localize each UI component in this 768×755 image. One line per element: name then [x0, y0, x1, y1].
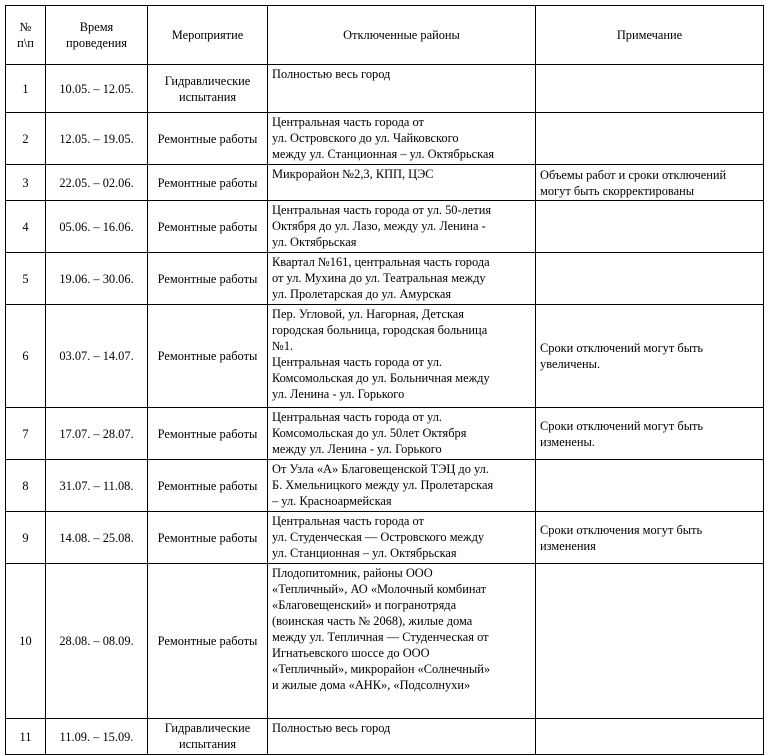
header-num: № п\п — [6, 6, 46, 65]
row-note-cell — [536, 253, 764, 305]
district-line: Б. Хмельницкого между ул. Пролетарская — [272, 478, 494, 492]
row-time-cell: 28.08. – 08.09. — [46, 564, 148, 719]
district-line: Комсомольская до ул. 50лет Октября — [272, 426, 467, 440]
row-districts-cell — [268, 408, 536, 460]
row-event-cell: Ремонтные работы — [148, 113, 268, 165]
row-districts-cell — [268, 512, 536, 564]
table-row — [6, 460, 764, 512]
row-time-cell: 19.06. – 30.06. — [46, 253, 148, 305]
table-body — [6, 65, 764, 755]
district-line: ул. Станционная – ул. Октябрьская — [272, 546, 457, 560]
row-number-cell: 3 — [6, 165, 46, 201]
row-event-cell: Ремонтные работы — [148, 201, 268, 253]
table-row — [6, 253, 764, 305]
header-row — [6, 6, 764, 65]
table-row — [6, 113, 764, 165]
district-line: между ул. Тепличная — Студенческая от — [272, 630, 489, 644]
row-event-cell: Гидравлические испытания — [148, 65, 268, 113]
row-districts-cell — [268, 305, 536, 408]
district-line: Игнатьевского шоссе до ООО — [272, 646, 430, 660]
district-line: и жилые дома «АНК», «Подсолнухи» — [272, 678, 471, 692]
district-line: №1. — [272, 339, 294, 353]
table-row — [6, 165, 764, 201]
district-line: ул. Октябрьская — [272, 235, 357, 249]
row-number-cell: 8 — [6, 460, 46, 512]
header-time: Время проведения — [46, 6, 148, 65]
district-line: Центральная часть города от ул. — [272, 355, 442, 369]
district-line: Октября до ул. Лазо, между ул. Ленина - — [272, 219, 486, 233]
row-number-cell: 5 — [6, 253, 46, 305]
district-line: Комсомольская до ул. Больничная между — [272, 371, 490, 385]
district-line: Центральная часть города от — [272, 514, 424, 528]
row-time-cell: 17.07. – 28.07. — [46, 408, 148, 460]
row-districts-cell — [268, 65, 536, 113]
row-note-cell — [536, 719, 764, 755]
row-number-cell: 6 — [6, 305, 46, 408]
row-note-cell: Объемы работ и сроки отключений могут быть скорректированы — [536, 165, 764, 201]
table-row — [6, 564, 764, 719]
table-row — [6, 65, 764, 113]
district-line: от ул. Мухина до ул. Театральная между — [272, 271, 486, 285]
table-row — [6, 201, 764, 253]
table-header — [6, 6, 764, 65]
district-line: – ул. Красноармейская — [272, 494, 392, 508]
row-districts-cell — [268, 564, 536, 719]
header-event: Мероприятие — [148, 6, 268, 65]
district-line: Пер. Угловой, ул. Нагорная, Детская — [272, 307, 465, 321]
district-line: От Узла «А» Благовещенской ТЭЦ до ул. — [272, 462, 489, 476]
row-event-cell: Ремонтные работы — [148, 460, 268, 512]
row-event-cell: Ремонтные работы — [148, 253, 268, 305]
row-event-cell: Ремонтные работы — [148, 564, 268, 719]
district-line: «Благовещенский» и погранотряда — [272, 598, 457, 612]
row-number-cell: 2 — [6, 113, 46, 165]
row-note-cell — [536, 113, 764, 165]
district-line: «Тепличный», АО «Молочный комбинат — [272, 582, 487, 596]
row-time-cell: 14.08. – 25.08. — [46, 512, 148, 564]
row-time-cell: 31.07. – 11.08. — [46, 460, 148, 512]
shutdown-schedule-table — [5, 5, 764, 755]
district-line: ул. Пролетарская до ул. Амурская — [272, 287, 452, 301]
row-number-cell: 11 — [6, 719, 46, 755]
district-line: Центральная часть города от — [272, 115, 424, 129]
row-districts-cell — [268, 165, 536, 201]
row-event-cell: Гидравлические испытания — [148, 719, 268, 755]
row-note-cell: Сроки отключений могут быть увеличены. — [536, 305, 764, 408]
row-number-cell: 4 — [6, 201, 46, 253]
district-line: Полностью весь город — [272, 721, 391, 735]
row-event-cell: Ремонтные работы — [148, 512, 268, 564]
district-line: Микрорайон №2,3, КПП, ЦЭС — [272, 167, 434, 181]
row-time-cell: 10.05. – 12.05. — [46, 65, 148, 113]
row-note-cell — [536, 65, 764, 113]
row-time-cell: 11.09. – 15.09. — [46, 719, 148, 755]
district-line: ул. Ленина - ул. Горького — [272, 387, 405, 401]
table-row — [6, 512, 764, 564]
table-row — [6, 719, 764, 755]
district-line: Полностью весь город — [272, 67, 391, 81]
header-note: Примечание — [536, 6, 764, 65]
row-event-cell: Ремонтные работы — [148, 165, 268, 201]
row-number-cell: 7 — [6, 408, 46, 460]
district-line: Центральная часть города от ул. 50-летия — [272, 203, 492, 217]
district-line: Квартал №161, центральная часть города — [272, 255, 490, 269]
row-time-cell: 05.06. – 16.06. — [46, 201, 148, 253]
row-note-cell: Сроки отключения могут быть изменения — [536, 512, 764, 564]
table-row — [6, 305, 764, 408]
row-event-cell: Ремонтные работы — [148, 305, 268, 408]
district-line: городская больница, городская больница — [272, 323, 488, 337]
table-row — [6, 408, 764, 460]
row-time-cell: 03.07. – 14.07. — [46, 305, 148, 408]
district-line: между ул. Станционная – ул. Октябрьская — [272, 147, 495, 161]
row-note-cell — [536, 460, 764, 512]
row-districts-cell — [268, 719, 536, 755]
district-line: ул. Студенческая — Островского между — [272, 530, 485, 544]
district-line: «Тепличный», микрорайон «Солнечный» — [272, 662, 491, 676]
row-note-cell: Сроки отключений могут быть изменены. — [536, 408, 764, 460]
row-event-cell: Ремонтные работы — [148, 408, 268, 460]
district-line: между ул. Ленина - ул. Горького — [272, 442, 442, 456]
row-number-cell: 9 — [6, 512, 46, 564]
district-line: (воинская часть № 2068), жилые дома — [272, 614, 473, 628]
row-note-cell — [536, 564, 764, 719]
row-districts-cell — [268, 201, 536, 253]
row-time-cell: 22.05. – 02.06. — [46, 165, 148, 201]
row-districts-cell — [268, 460, 536, 512]
header-districts: Отключенные районы — [268, 6, 536, 65]
district-line: ул. Островского до ул. Чайковского — [272, 131, 459, 145]
row-districts-cell — [268, 253, 536, 305]
row-number-cell: 1 — [6, 65, 46, 113]
district-line: Плодопитомник, районы ООО — [272, 566, 433, 580]
district-line: Центральная часть города от ул. — [272, 410, 442, 424]
row-districts-cell — [268, 113, 536, 165]
row-number-cell: 10 — [6, 564, 46, 719]
row-time-cell: 12.05. – 19.05. — [46, 113, 148, 165]
row-note-cell — [536, 201, 764, 253]
